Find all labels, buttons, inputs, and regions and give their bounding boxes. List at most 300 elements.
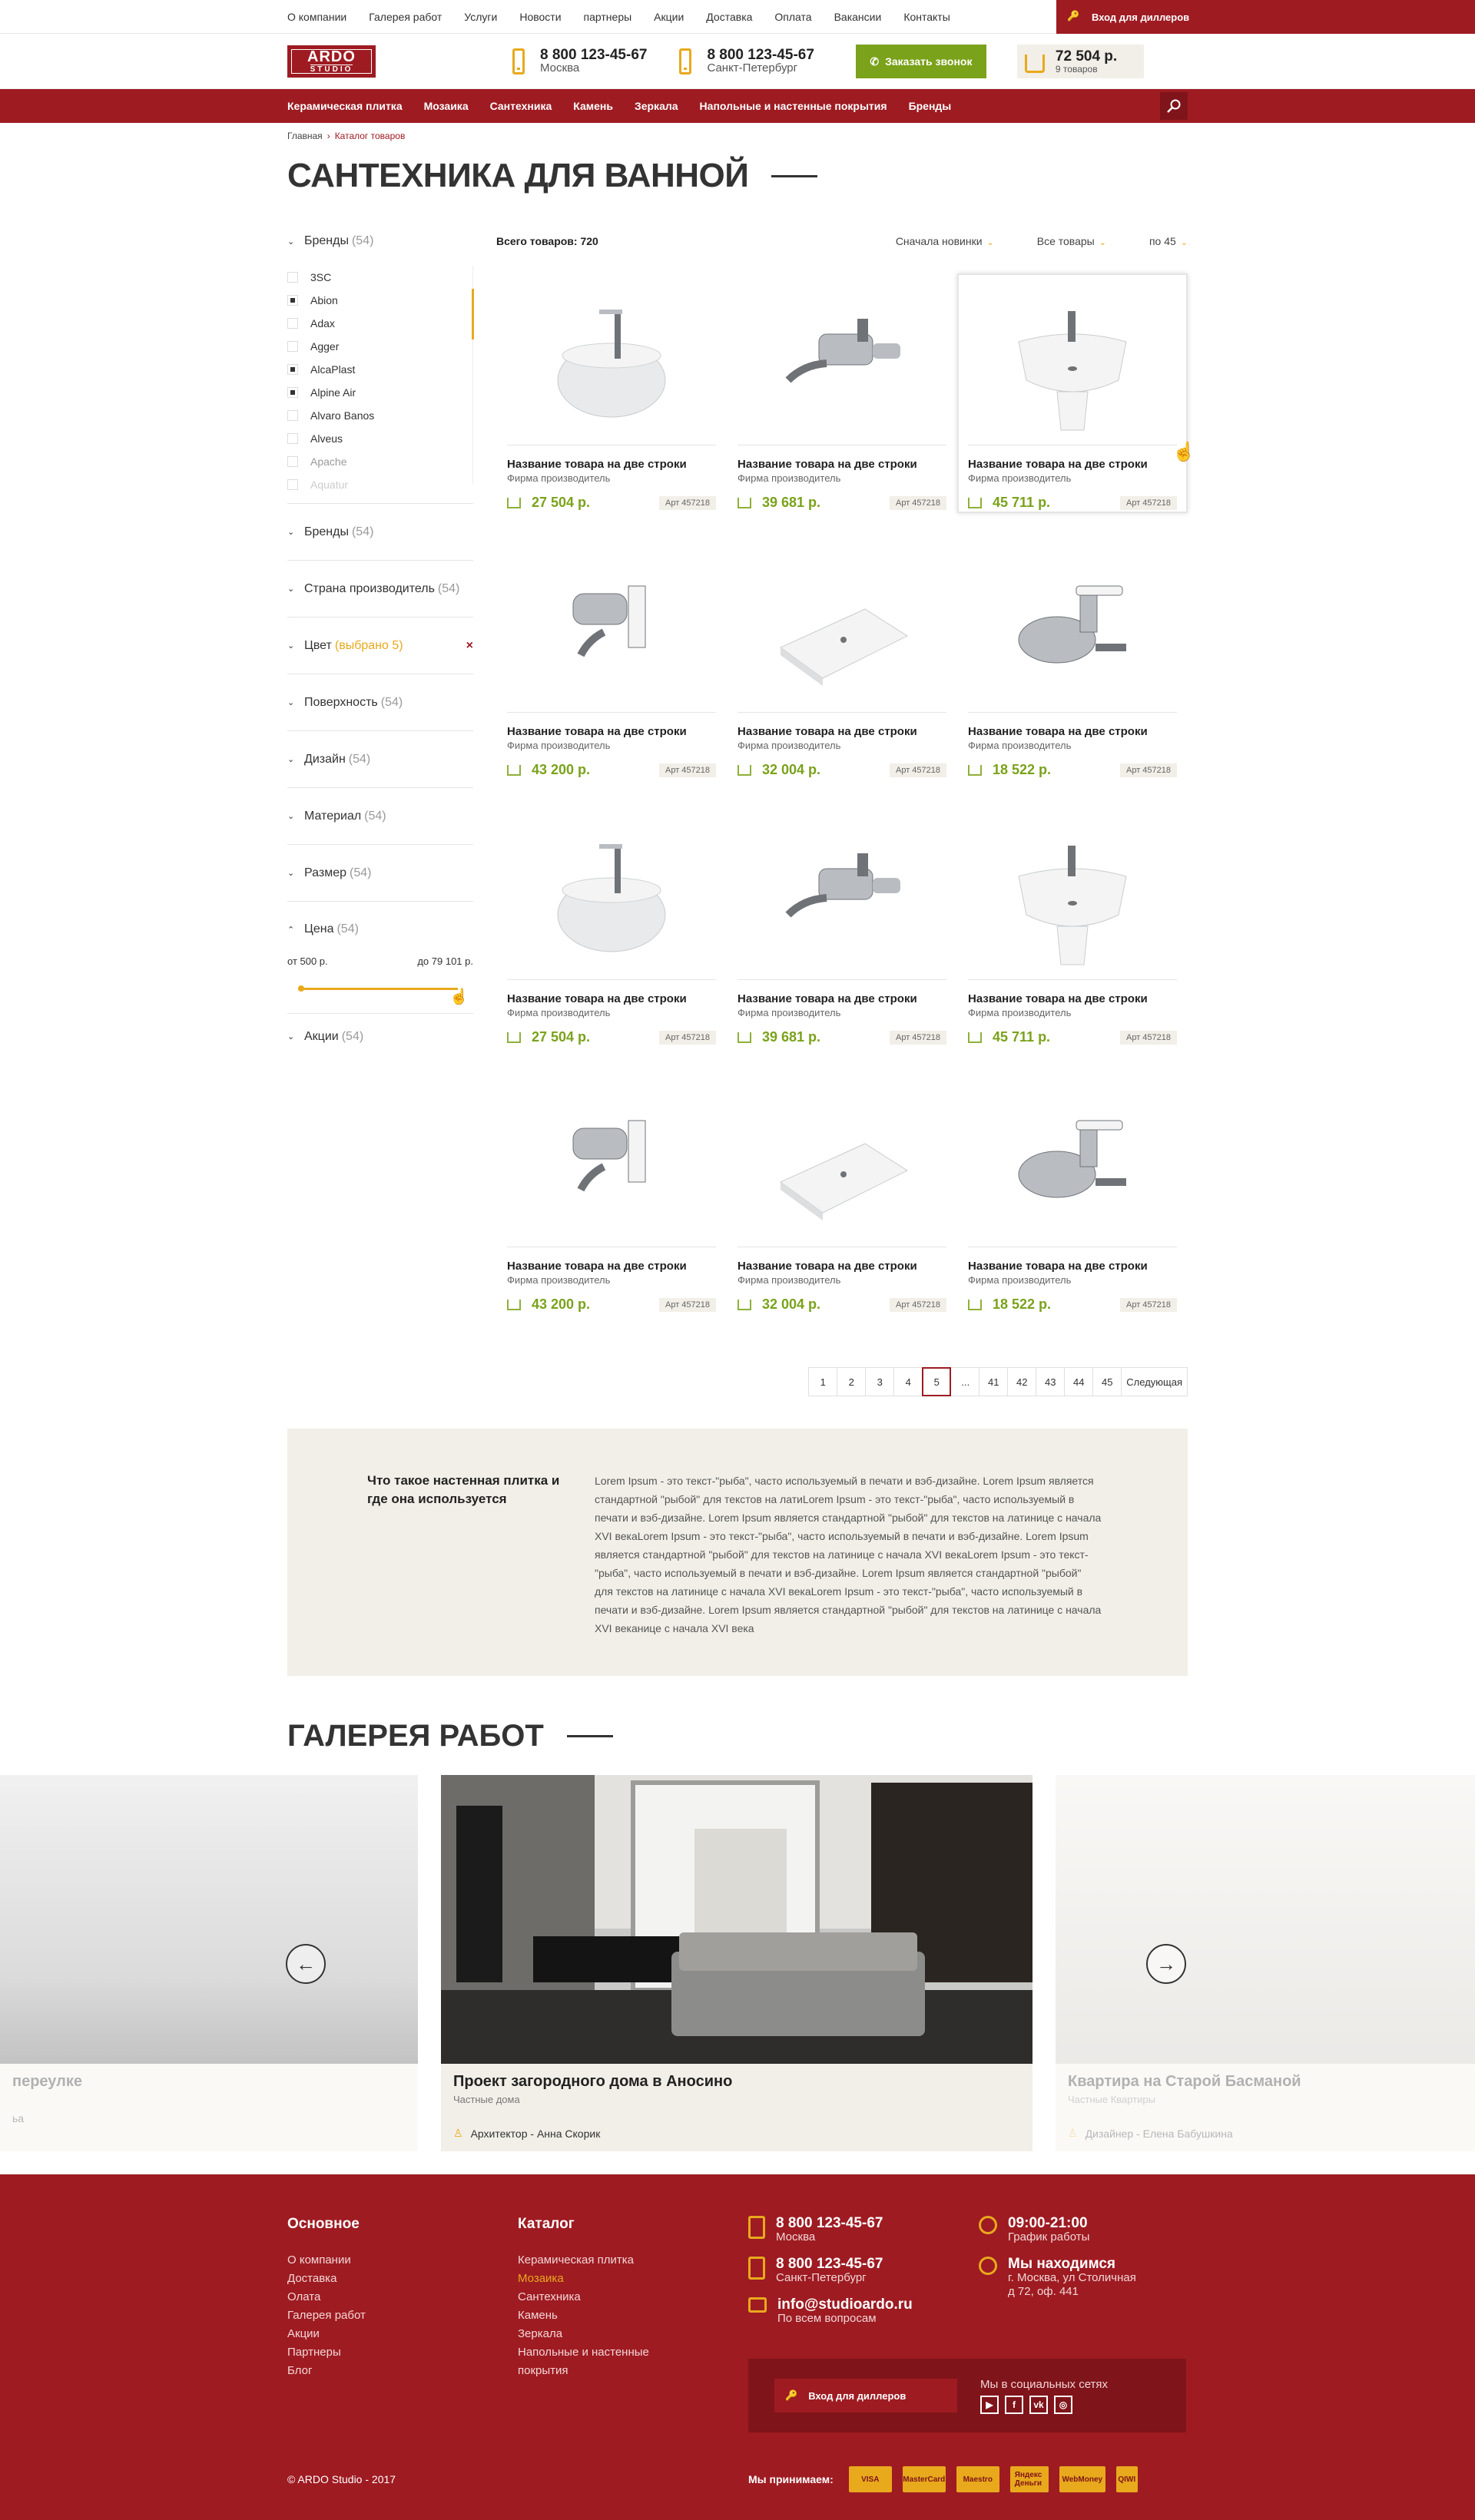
top-nav-item[interactable]: партнеры xyxy=(583,11,632,23)
filter-value: Все товары xyxy=(1036,235,1095,247)
top-nav-item[interactable]: Услуги xyxy=(464,11,498,23)
call-back-button[interactable] xyxy=(856,45,986,78)
product-price: 43 200 р. xyxy=(532,762,591,777)
product-meta xyxy=(738,495,946,511)
filter-section-header[interactable] xyxy=(287,864,371,882)
phone-moscow[interactable] xyxy=(512,48,647,75)
copyright: © ARDO Studio - 2017 xyxy=(287,2473,396,2485)
footer-email[interactable] xyxy=(748,2297,979,2326)
vk-icon[interactable]: vk xyxy=(1029,2396,1048,2414)
footer-link[interactable]: Олата xyxy=(287,2290,321,2303)
product-image[interactable] xyxy=(968,284,1177,445)
product-firm: Фирма производитель xyxy=(968,1274,1072,1286)
price-to: до 79 101 р. xyxy=(417,955,473,967)
page-number[interactable]: 41 xyxy=(979,1367,1008,1396)
basket-icon[interactable] xyxy=(507,765,521,776)
top-nav-item[interactable]: Оплата xyxy=(774,11,812,23)
flat-basin-image xyxy=(773,1098,911,1236)
user-icon: ♙ xyxy=(453,2127,463,2139)
chevron-down-icon: ⌄ xyxy=(287,584,295,594)
basket-icon[interactable] xyxy=(738,1032,751,1043)
pagination xyxy=(496,1367,1188,1396)
page-number[interactable]: 3 xyxy=(865,1367,894,1396)
basket-icon[interactable] xyxy=(738,498,751,508)
product-name[interactable]: Название товара на две строки xyxy=(968,458,1148,471)
footer-address xyxy=(979,2257,1186,2299)
gallery-next-arrow[interactable] xyxy=(1146,1944,1186,1984)
gallery-photo xyxy=(0,1775,418,2064)
phone-number: 8 800 123-45-67 xyxy=(540,47,648,64)
wall-faucet-image xyxy=(773,296,911,434)
key-icon: 🔑 xyxy=(1067,10,1080,22)
main-nav-item[interactable]: Керамическая плитка xyxy=(287,100,403,112)
filter-section-header[interactable] xyxy=(287,750,370,769)
footer-link[interactable]: Галерея работ xyxy=(287,2309,366,2322)
main-nav-item[interactable]: Зеркала xyxy=(634,100,678,112)
filter-price xyxy=(287,901,473,1013)
brand-checkbox-item[interactable] xyxy=(287,404,472,427)
product-meta xyxy=(507,495,716,511)
product-firm: Фирма производитель xyxy=(507,1007,611,1018)
header xyxy=(0,34,1475,89)
footer-catalog-title: Каталог xyxy=(518,2216,575,2232)
product-image[interactable] xyxy=(968,819,1177,980)
product-price: 27 504 р. xyxy=(532,1029,591,1045)
next-page-button[interactable]: Следующая xyxy=(1121,1367,1188,1396)
checkbox[interactable] xyxy=(287,295,298,306)
product-area xyxy=(496,232,1195,1396)
gallery-item-active[interactable] xyxy=(441,1775,1032,2151)
product-name[interactable]: Название товара на две строки xyxy=(738,992,917,1005)
product-meta xyxy=(968,1296,1177,1313)
seo-text-block xyxy=(287,1429,1188,1676)
per-page-dropdown[interactable] xyxy=(1149,235,1188,247)
product-name[interactable]: Название товара на две строки xyxy=(507,992,687,1005)
product-card[interactable] xyxy=(496,541,727,808)
product-image[interactable] xyxy=(738,819,946,980)
dealer-login-top[interactable] xyxy=(1056,0,1475,34)
price-slider-track[interactable] xyxy=(298,988,458,990)
chevron-down-icon: ⌄ xyxy=(1180,238,1188,247)
brand-checkbox-item[interactable] xyxy=(287,381,472,404)
product-image[interactable] xyxy=(507,551,716,713)
product-image[interactable] xyxy=(507,1086,716,1247)
product-card[interactable] xyxy=(727,808,957,1075)
chevron-down-icon: ⌄ xyxy=(287,528,295,537)
chevron-up-icon: ⌃ xyxy=(287,925,295,935)
brand-name: Alpine Air xyxy=(310,386,356,399)
phone-number: 8 800 123-45-67 xyxy=(707,47,814,64)
product-name[interactable]: Название товара на две строки xyxy=(968,725,1148,738)
filter-count: (54) xyxy=(350,866,372,879)
product-card[interactable] xyxy=(496,808,727,1075)
product-name[interactable]: Название товара на две строки xyxy=(507,725,687,738)
search-button[interactable] xyxy=(1160,92,1188,120)
filter-section[interactable] xyxy=(287,674,473,730)
hours-value: 09:00-21:00 xyxy=(1008,2215,1088,2231)
product-article: Арт 457218 xyxy=(659,763,716,777)
address-line1: г. Москва, ул Столичная xyxy=(1008,2271,1136,2284)
filter-title: Бренды xyxy=(304,234,349,247)
product-price: 18 522 р. xyxy=(993,1296,1052,1312)
page-number[interactable]: 5 xyxy=(922,1367,951,1396)
top-nav-item[interactable]: Акции xyxy=(654,11,684,23)
page-number[interactable]: 44 xyxy=(1064,1367,1093,1396)
brand-checkbox-item[interactable] xyxy=(287,450,472,473)
gallery-item-title: переулке xyxy=(12,2073,82,2090)
product-image[interactable] xyxy=(507,819,716,980)
main-nav-item[interactable]: Камень xyxy=(573,100,613,112)
hours-label: График работы xyxy=(1008,2230,1090,2243)
product-card[interactable] xyxy=(727,273,957,541)
filter-promo[interactable] xyxy=(287,1013,473,1059)
product-price: 39 681 р. xyxy=(762,1029,821,1045)
product-name[interactable]: Название товара на две строки xyxy=(507,1260,687,1273)
footer-catalog-link[interactable]: Мозаика xyxy=(518,2272,564,2285)
arrow-left-icon: ← xyxy=(296,1952,316,1975)
payments-label: Мы принимаем: xyxy=(748,2473,834,2485)
payment-methods xyxy=(849,2466,1149,2492)
shower-mixer-image xyxy=(542,563,681,701)
filter-title: Материал xyxy=(304,809,362,823)
user-icon: ♙ xyxy=(1068,2127,1078,2139)
product-firm: Фирма производитель xyxy=(968,740,1072,751)
dealer-login-footer[interactable] xyxy=(774,2379,957,2412)
filter-section[interactable] xyxy=(287,503,473,560)
chevron-down-icon: ⌄ xyxy=(1099,238,1106,247)
checkbox[interactable] xyxy=(287,433,298,444)
basket-icon[interactable] xyxy=(968,1032,982,1043)
brand-checkbox-item[interactable] xyxy=(287,358,472,381)
footer-catalog-link[interactable]: Зеркала xyxy=(518,2327,563,2340)
filter-dropdown[interactable] xyxy=(1037,235,1106,247)
gallery-prev-arrow[interactable] xyxy=(286,1944,326,1984)
product-card[interactable] xyxy=(496,1075,727,1343)
filter-section-header[interactable] xyxy=(287,807,386,826)
contact-label: Москва xyxy=(776,2230,816,2243)
chevron-down-icon: ⌄ xyxy=(287,1032,295,1041)
seo-text: Lorem Ipsum - это текст-"рыба", часто используемый в печати и вэб-дизайне. Lorem Ipsum является стандартной "рыбой" для текстов на латиLorem Ipsum - это текст-"рыба", часто используемый в печати и вэб-дизайне. Lorem Ipsum является стандартной "рыбой" для текстов на латинице с начала XVI векаLorem Ipsum - это текст-"рыба", часто используемый в печати и вэб-дизайне. Lorem Ipsum является стандартной "рыбой" для текстов на латинице с начала XVI векаLorem Ipsum - это текст-"рыба", часто используемый в печати и вэб-дизайне. Lorem Ipsum является стандартной "рыбой" для текстов на латинице с начала XVI векаLorem Ipsum - это текст-"рыба", часто используемый в печати и вэб-дизайне. Lorem Ipsum является стандартной "рыбой" для текстов на латинице с начала XVI веканице с начала XVI века xyxy=(595,1475,1102,1634)
basket-icon xyxy=(1025,55,1045,73)
footer-link[interactable]: Доставка xyxy=(287,2272,337,2285)
brand-checkbox-item[interactable] xyxy=(287,289,472,312)
bowl-sink-image xyxy=(542,830,681,969)
cart-sum: 72 504 р. xyxy=(1055,48,1118,65)
product-price: 32 004 р. xyxy=(762,762,821,777)
pedestal-sink-image xyxy=(1003,830,1142,969)
top-nav-item[interactable]: Вакансии xyxy=(834,11,882,23)
filter-title: Цвет xyxy=(304,638,332,652)
phone-icon xyxy=(512,48,525,75)
footer-phone-spb[interactable] xyxy=(748,2257,979,2285)
checkbox[interactable] xyxy=(287,318,298,329)
product-card[interactable] xyxy=(727,1075,957,1343)
page-number[interactable]: 1 xyxy=(808,1367,837,1396)
product-card[interactable] xyxy=(957,808,1188,1075)
footer-catalog-link[interactable]: Керамическая плитка xyxy=(518,2253,634,2267)
clear-filter-icon[interactable]: × xyxy=(466,638,473,652)
product-firm: Фирма производитель xyxy=(507,472,611,484)
footer-catalog-link[interactable]: Сантехника xyxy=(518,2290,581,2303)
product-image[interactable] xyxy=(507,284,716,445)
product-firm: Фирма производитель xyxy=(738,1007,841,1018)
price-from: от 500 р. xyxy=(287,955,328,967)
product-name[interactable]: Название товара на две строки xyxy=(738,458,917,471)
gallery-item[interactable] xyxy=(1056,1775,1475,2151)
product-name[interactable]: Название товара на две строки xyxy=(507,458,687,471)
brand-checkbox-item[interactable] xyxy=(287,312,472,335)
payment-logo: MasterCard xyxy=(903,2466,946,2492)
filter-section-header[interactable] xyxy=(287,694,403,712)
page-number[interactable]: 42 xyxy=(1007,1367,1036,1396)
address-title: Мы находимся xyxy=(1008,2256,1116,2272)
filter-section[interactable] xyxy=(287,617,473,674)
product-meta xyxy=(738,762,946,778)
filter-section[interactable] xyxy=(287,844,473,901)
product-card[interactable] xyxy=(957,1075,1188,1343)
price-slider[interactable] xyxy=(287,981,473,1005)
logo-line2: STUDIO xyxy=(310,65,353,74)
footer-catalog-link[interactable]: Камень xyxy=(518,2309,558,2322)
basket-icon[interactable] xyxy=(968,498,982,508)
product-meta xyxy=(738,1296,946,1313)
product-price: 45 711 р. xyxy=(993,1029,1051,1045)
product-article: Арт 457218 xyxy=(1120,496,1177,510)
top-nav-item[interactable]: Контакты xyxy=(903,11,950,23)
contact-label: По всем вопросам xyxy=(777,2312,877,2325)
brand-list[interactable] xyxy=(287,266,473,491)
dealer-login-label: Вход для диллеров xyxy=(1092,11,1190,23)
brand-checkbox-item[interactable] xyxy=(287,266,472,289)
breadcrumb-current[interactable]: Каталог товаров xyxy=(334,131,406,141)
product-meta xyxy=(968,495,1177,511)
logo[interactable] xyxy=(287,45,376,78)
product-name[interactable]: Название товара на две строки xyxy=(968,992,1148,1005)
instagram-icon[interactable]: ◎ xyxy=(1054,2396,1072,2414)
footer-dealer-box xyxy=(748,2359,1186,2432)
filter-title: Размер xyxy=(304,866,346,879)
checkbox[interactable] xyxy=(287,364,298,375)
main-nav-item[interactable]: Сантехника xyxy=(489,100,552,112)
products-total: Всего товаров: 720 xyxy=(496,235,598,247)
top-nav-item[interactable]: Галерея работ xyxy=(369,11,442,23)
contact-value: 8 800 123-45-67 xyxy=(776,2215,883,2231)
gallery-item-author: Архитектор - Анна Скорик xyxy=(470,2127,601,2140)
payment-logo: WebMoney xyxy=(1059,2466,1105,2492)
filter-section[interactable] xyxy=(287,787,473,844)
footer-catalog-link[interactable]: Напольные и настенные xyxy=(518,2346,649,2359)
contact-value: info@studioardo.ru xyxy=(777,2296,913,2313)
chevron-down-icon: ⌄ xyxy=(287,237,295,247)
brand-name: Aquatur xyxy=(310,479,349,491)
brand-checkbox-item[interactable] xyxy=(287,473,472,496)
clock-icon xyxy=(979,2216,997,2234)
product-name[interactable]: Название товара на две строки xyxy=(968,1260,1148,1273)
filter-count: (выбрано 5) xyxy=(334,638,403,652)
footer-hours xyxy=(979,2216,1186,2244)
basket-icon[interactable] xyxy=(507,1032,521,1043)
filter-sidebar xyxy=(287,232,473,1396)
phone-icon xyxy=(679,48,691,75)
footer-link[interactable]: О компании xyxy=(287,2253,351,2267)
top-bar xyxy=(0,0,1475,34)
brand-name: Adax xyxy=(310,317,335,329)
product-article: Арт 457218 xyxy=(890,1298,946,1312)
breadcrumb-home[interactable]: Главная xyxy=(287,131,323,141)
checkbox[interactable] xyxy=(287,341,298,352)
product-article: Арт 457218 xyxy=(659,1298,716,1312)
payment-logo: Яндекс Деньги xyxy=(1010,2466,1049,2492)
product-image[interactable] xyxy=(968,1086,1177,1247)
gallery-item-subtitle: Частные Квартиры xyxy=(1068,2094,1156,2105)
phone-city: Санкт-Петербург xyxy=(707,61,798,75)
key-icon: 🔑 xyxy=(785,2389,798,2401)
youtube-icon[interactable]: ▶ xyxy=(980,2396,999,2414)
brand-name: Alvaro Banos xyxy=(310,409,375,422)
product-price: 45 711 р. xyxy=(993,495,1051,510)
checkbox[interactable] xyxy=(287,456,298,467)
basket-icon[interactable] xyxy=(738,765,751,776)
gallery-item-author: Дизайнер - Елена Бабушкина xyxy=(1085,2127,1233,2140)
phone-city: Москва xyxy=(540,61,580,75)
product-card[interactable] xyxy=(957,541,1188,808)
product-meta xyxy=(507,762,716,778)
brand-checkbox-item[interactable] xyxy=(287,335,472,358)
chevron-down-icon: ⌄ xyxy=(986,238,994,247)
checkbox[interactable] xyxy=(287,479,298,490)
price-slider-min-handle[interactable] xyxy=(298,985,304,992)
product-image[interactable] xyxy=(738,284,946,445)
page-number[interactable]: 45 xyxy=(1092,1367,1122,1396)
filter-title: Акции xyxy=(304,1029,339,1043)
filter-section-header[interactable] xyxy=(287,580,459,598)
seo-title: Что такое настенная плитка и где она используется xyxy=(367,1473,560,1506)
shower-mixer-image xyxy=(542,1098,681,1236)
checkbox[interactable] xyxy=(287,410,298,421)
main-nav-item[interactable]: Мозаика xyxy=(423,100,469,112)
top-nav-item[interactable]: О компании xyxy=(287,11,347,23)
top-nav xyxy=(287,0,973,34)
call-back-label: Заказать звонок xyxy=(885,55,973,68)
product-name[interactable]: Название товара на две строки xyxy=(738,1260,917,1273)
product-article: Арт 457218 xyxy=(890,763,946,777)
page-number[interactable]: 43 xyxy=(1036,1367,1065,1396)
top-nav-item[interactable]: Доставка xyxy=(706,11,753,23)
basket-icon[interactable] xyxy=(507,498,521,508)
mail-icon xyxy=(748,2297,767,2313)
page-number[interactable]: 2 xyxy=(837,1367,866,1396)
basket-icon[interactable] xyxy=(738,1300,751,1310)
product-image[interactable] xyxy=(738,1086,946,1247)
gallery-item-title: Проект загородного дома в Аносино xyxy=(453,2073,733,2090)
basket-icon[interactable] xyxy=(968,765,982,776)
bowl-sink-image xyxy=(542,296,681,434)
footer-catalog-link[interactable]: покрытия xyxy=(518,2364,568,2377)
filter-price-header[interactable] xyxy=(287,920,473,939)
chevron-down-icon: ⌄ xyxy=(287,641,295,651)
bath-mixer-image xyxy=(1003,1098,1142,1236)
main-nav-item[interactable]: Напольные и настенные покрытия xyxy=(699,100,887,112)
filter-section-header[interactable] xyxy=(287,637,403,655)
footer-link[interactable]: Акции xyxy=(287,2327,320,2340)
payment-logo: Maestro xyxy=(956,2466,999,2492)
footer-link[interactable]: Блог xyxy=(287,2364,313,2377)
filter-title: Страна производитель xyxy=(304,581,435,595)
product-article: Арт 457218 xyxy=(1120,763,1177,777)
product-meta xyxy=(968,762,1177,778)
phone-spb[interactable] xyxy=(679,48,814,75)
product-image[interactable] xyxy=(968,551,1177,713)
address-line2: д 72, оф. 441 xyxy=(1008,2285,1079,2298)
gallery-item[interactable] xyxy=(0,1775,418,2151)
cart[interactable] xyxy=(1017,45,1144,78)
footer-bottom xyxy=(287,2466,1188,2492)
pagination-ellipsis: ... xyxy=(950,1367,979,1396)
brand-name: Apache xyxy=(310,455,347,468)
filter-count: (54) xyxy=(437,581,460,595)
footer-phone-moscow[interactable] xyxy=(748,2216,979,2244)
bath-mixer-image xyxy=(1003,563,1142,701)
cart-count: 9 товаров xyxy=(1055,63,1098,75)
product-article: Арт 457218 xyxy=(1120,1031,1177,1045)
product-firm: Фирма производитель xyxy=(507,740,611,751)
footer xyxy=(0,2174,1475,2520)
basket-icon[interactable] xyxy=(968,1300,982,1310)
product-firm: Фирма производитель xyxy=(738,472,841,484)
brand-name: AlcaPlast xyxy=(310,363,356,376)
footer-link[interactable]: Партнеры xyxy=(287,2346,341,2359)
filter-brands-header[interactable] xyxy=(287,232,473,250)
payment-logo: VISA xyxy=(849,2466,892,2492)
product-card[interactable] xyxy=(727,541,957,808)
product-article: Арт 457218 xyxy=(659,1031,716,1045)
product-name[interactable]: Название товара на две строки xyxy=(738,725,917,738)
phone-icon xyxy=(748,2216,765,2239)
sort-dropdown[interactable] xyxy=(896,235,994,247)
location-pin-icon xyxy=(979,2257,997,2275)
top-nav-item[interactable]: Новости xyxy=(519,11,562,23)
filter-count: (54) xyxy=(380,695,403,709)
checkbox[interactable] xyxy=(287,387,298,398)
filter-section[interactable] xyxy=(287,730,473,787)
product-card[interactable] xyxy=(957,273,1195,513)
contact-label: Санкт-Петербург xyxy=(776,2271,867,2284)
sort-value: Сначала новинки xyxy=(895,235,983,247)
checkbox[interactable] xyxy=(287,272,298,283)
breadcrumb: Главная › Каталог товаров xyxy=(287,131,406,141)
logo-line1: ARDO xyxy=(307,48,356,65)
gallery-item-author: ьа xyxy=(12,2112,25,2124)
living-room-photo xyxy=(441,1775,1032,2064)
filter-section[interactable] xyxy=(287,560,473,617)
brand-checkbox-item[interactable] xyxy=(287,427,472,450)
gallery-item-title: Квартира на Старой Басманой xyxy=(1068,2073,1301,2090)
filter-section-header[interactable] xyxy=(287,523,373,541)
product-image[interactable] xyxy=(738,551,946,713)
page-number[interactable]: 4 xyxy=(893,1367,923,1396)
gallery-photo xyxy=(441,1775,1032,2064)
product-price: 32 004 р. xyxy=(762,1296,821,1312)
chevron-down-icon: ⌄ xyxy=(287,869,295,878)
product-card[interactable] xyxy=(496,273,727,541)
basket-icon[interactable] xyxy=(507,1300,521,1310)
phone-call-icon: ✆ xyxy=(870,55,880,68)
flat-basin-image xyxy=(773,563,911,701)
brand-list-scrollbar[interactable] xyxy=(472,289,474,339)
main-nav-item[interactable]: Бренды xyxy=(908,100,952,112)
product-meta xyxy=(968,1029,1177,1045)
facebook-icon[interactable]: f xyxy=(1005,2396,1023,2414)
